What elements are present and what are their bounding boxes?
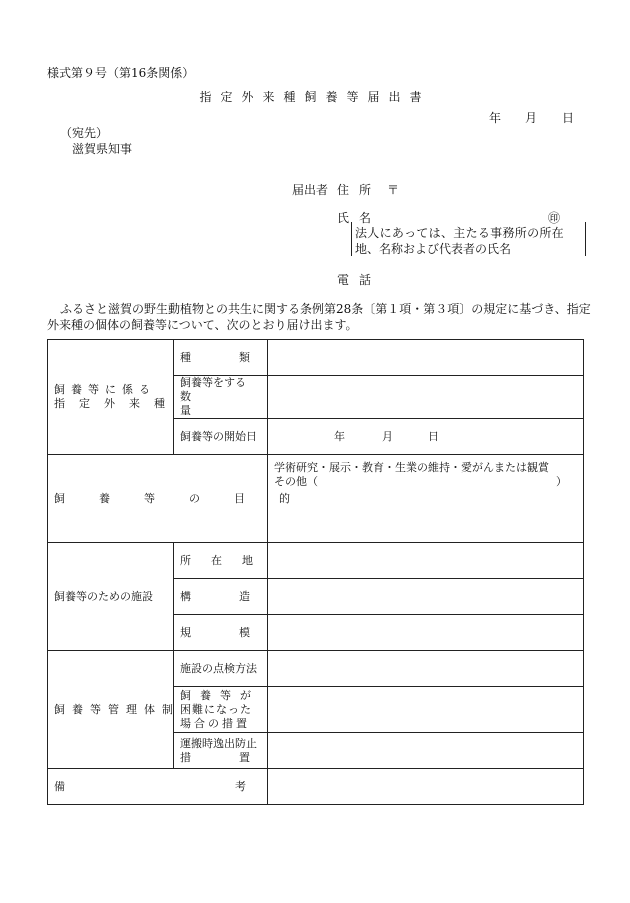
remarks-label: 備考 — [54, 779, 416, 793]
intro-line1: ふるさと滋賀の野生動植物との共生に関する条例第28条〔第１項・第３項〕の規定に基づき、指定 — [60, 302, 591, 316]
facility-label-cell — [48, 543, 174, 651]
count-label-line1: 飼養等をする — [180, 376, 246, 389]
transport-label-cell — [174, 733, 298, 769]
scale-label-cell — [174, 615, 298, 651]
species-group-line2: 指定外来種 — [54, 397, 179, 410]
purpose-other-close: ） — [556, 475, 567, 488]
kind-label: 種類 — [180, 350, 298, 364]
kind-label-cell — [174, 340, 298, 376]
date-month-label: 月 — [525, 111, 538, 125]
kind-value[interactable] — [268, 340, 584, 376]
structure-label: 構造 — [180, 589, 298, 603]
postal-mark: 〒 — [387, 183, 400, 197]
row-purpose — [48, 455, 584, 543]
management-label: 飼養等管理体制 — [54, 702, 180, 716]
difficulty-label-line3: 場合の措置 — [180, 716, 250, 730]
structure-label-cell — [174, 579, 298, 615]
corp-note-line2: 地、名称および代表者の氏名 — [355, 242, 512, 256]
purpose-other-line — [274, 475, 577, 489]
page-title: 指定外来種飼養等届出書 — [199, 90, 431, 104]
count-label-line2: 数量 — [180, 390, 239, 417]
addressee-label: （宛先） — [60, 126, 109, 140]
address-label: 住所 — [337, 183, 382, 197]
phone-label: 電話 — [337, 273, 382, 287]
location-label-cell — [174, 543, 273, 579]
inspection-value[interactable] — [268, 651, 584, 687]
date-year-label: 年 — [489, 111, 502, 125]
difficulty-label-line1: 飼養等が — [180, 688, 260, 702]
start-date-label-cell — [174, 419, 268, 455]
row-kind — [48, 340, 584, 376]
notifier-label: 届出者 — [292, 183, 329, 197]
corp-note-line1: 法人にあっては、主たる事務所の所在 — [355, 226, 564, 240]
address-label-wrap — [337, 183, 382, 197]
start-year-label: 年 — [334, 430, 345, 443]
location-value[interactable] — [268, 543, 584, 579]
governor-label: 滋賀県知事 — [72, 142, 133, 156]
structure-value[interactable] — [268, 579, 584, 615]
row-inspection — [48, 651, 584, 687]
start-date-label: 飼養等の開始日 — [180, 429, 257, 443]
start-month-label: 月 — [382, 430, 393, 443]
date-day-label: 日 — [562, 111, 575, 125]
inspection-label-cell — [174, 651, 268, 687]
difficulty-label-line2: 困難になった — [180, 702, 252, 716]
purpose-other-open: その他（ — [274, 475, 318, 488]
notification-table — [47, 339, 584, 805]
transport-label-line2: 措置 — [180, 750, 298, 764]
transport-value[interactable] — [268, 733, 584, 769]
row-remarks — [48, 769, 584, 805]
facility-label: 飼養等のための施設 — [54, 589, 153, 603]
purpose-options: 学術研究・展示・教育・生業の維持・愛がんまたは観賞 — [274, 461, 549, 474]
start-day-label: 日 — [428, 430, 439, 443]
intro-line2: 外来種の個体の飼養等について、次のとおり届け出ます。 — [47, 318, 358, 332]
species-group-line1: 飼養等に係る — [54, 383, 156, 396]
difficulty-value[interactable] — [268, 687, 584, 733]
seal-mark: ㊞ — [548, 211, 561, 225]
species-group-cell — [48, 340, 179, 455]
start-date-value[interactable] — [268, 419, 584, 455]
location-label: 所在地 — [180, 553, 273, 567]
count-value[interactable] — [268, 376, 584, 419]
management-label-cell — [48, 651, 180, 769]
row-location — [48, 543, 584, 579]
scale-value[interactable] — [268, 615, 584, 651]
form-number: 様式第９号（第16条関係） — [47, 66, 195, 80]
title-wrap — [0, 90, 630, 104]
name-label: 氏名 — [337, 211, 382, 225]
transport-label-line1: 運搬時逸出防止 — [180, 736, 257, 750]
remarks-label-cell — [48, 769, 416, 805]
scale-label: 規模 — [180, 625, 298, 639]
purpose-label: 飼養等の目的 — [54, 491, 324, 505]
inspection-label: 施設の点検方法 — [180, 661, 257, 675]
count-label-cell — [174, 376, 268, 419]
difficulty-label-cell — [174, 687, 268, 733]
